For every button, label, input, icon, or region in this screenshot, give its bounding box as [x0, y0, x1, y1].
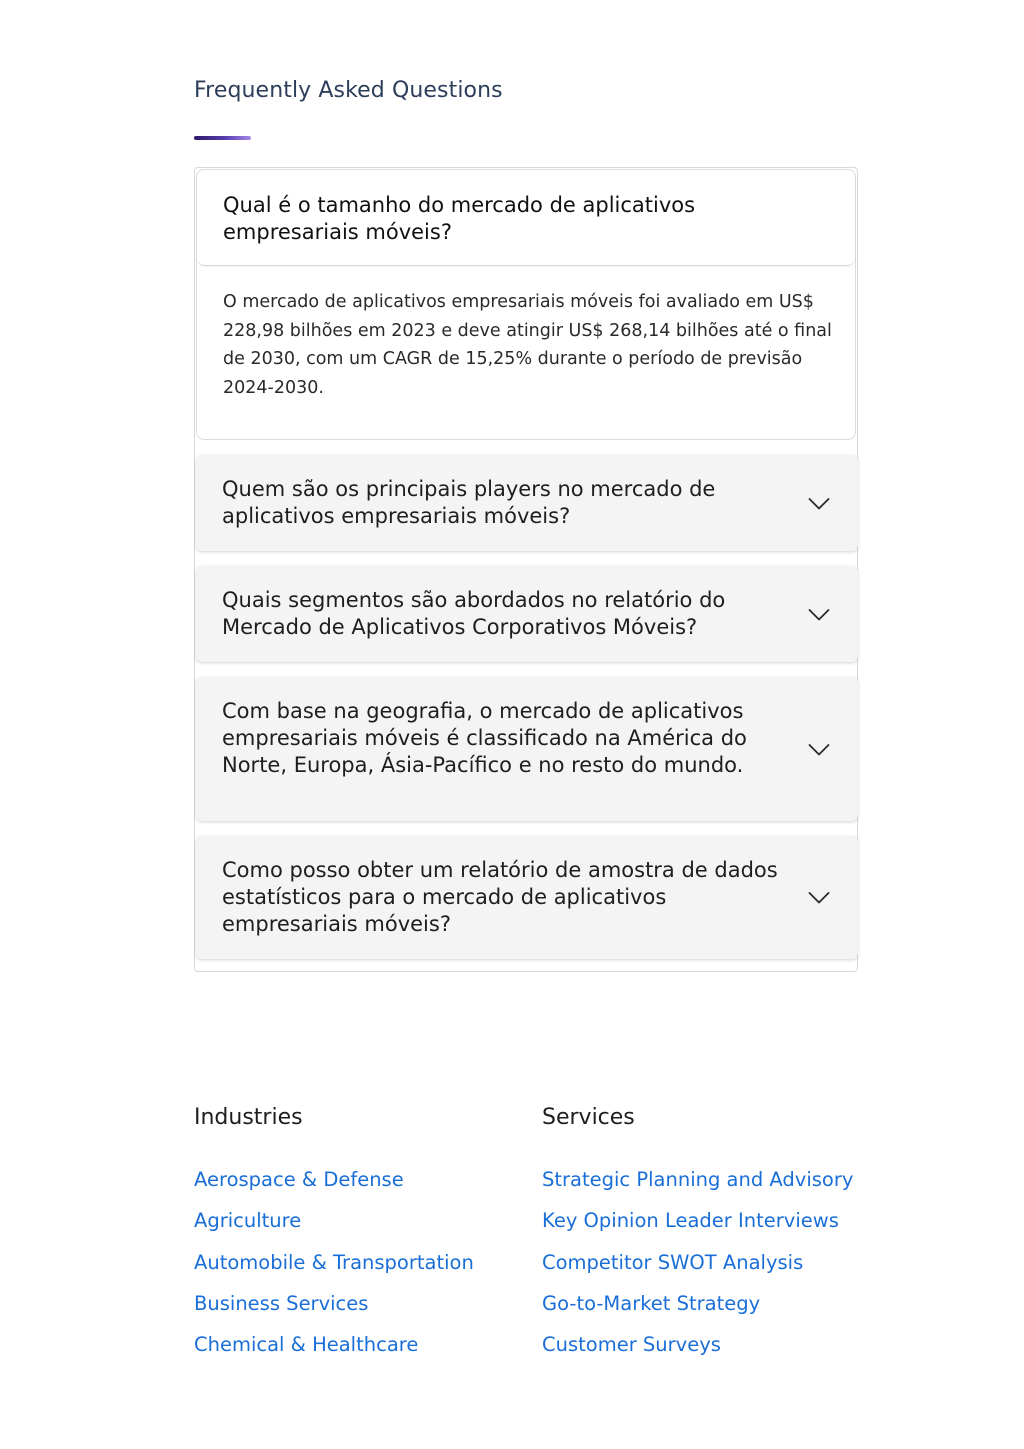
chevron-down-icon[interactable]: [808, 497, 830, 511]
faq-item-collapsed[interactable]: [196, 677, 858, 821]
industry-link[interactable]: Agriculture: [194, 1209, 302, 1233]
faq-item-collapsed[interactable]: [196, 455, 858, 551]
faq-question: Como posso obter um relatório de amostra de dados estatísticos para o mercado de aplicativos empresariais móveis?: [222, 858, 778, 936]
industry-link[interactable]: Automobile & Transportation: [194, 1250, 474, 1274]
faq-section-title: Frequently Asked Questions: [194, 78, 503, 103]
faq-question-header[interactable]: [197, 170, 855, 266]
chevron-down-icon[interactable]: [808, 891, 830, 905]
industries-heading: Industries: [194, 1105, 303, 1130]
industries-link-list: [194, 1166, 474, 1372]
faq-question: Com base na geografia, o mercado de aplicativos empresariais móveis é classificado na América do Norte, Europa, Ásia-Pacífico e no resto do mundo.: [222, 699, 747, 777]
services-heading: Services: [542, 1105, 635, 1130]
chevron-down-icon[interactable]: [808, 608, 830, 622]
service-link[interactable]: Strategic Planning and Advisory: [542, 1168, 854, 1191]
service-link[interactable]: Customer Surveys: [542, 1333, 721, 1357]
industry-link[interactable]: Business Services: [194, 1291, 369, 1315]
faq-accordion: [194, 167, 858, 972]
faq-item-expanded: [196, 169, 856, 440]
faq-question: Quais segmentos são abordados no relatório do Mercado de Aplicativos Corporativos Móveis?: [222, 588, 726, 639]
service-link[interactable]: Go-to-Market Strategy: [542, 1291, 761, 1315]
services-link-list: [542, 1166, 853, 1372]
faq-question: Qual é o tamanho do mercado de aplicativos empresariais móveis?: [223, 193, 696, 244]
faq-question: Quem são os principais players no mercado de aplicativos empresariais móveis?: [222, 477, 716, 528]
industry-link[interactable]: Aerospace & Defense: [194, 1168, 404, 1191]
chevron-down-icon[interactable]: [808, 743, 830, 757]
industry-link[interactable]: Chemical & Healthcare: [194, 1333, 419, 1357]
service-link[interactable]: Key Opinion Leader Interviews: [542, 1209, 839, 1233]
faq-item-collapsed[interactable]: [196, 566, 858, 662]
title-accent-bar: [194, 136, 251, 140]
faq-answer: O mercado de aplicativos empresariais móveis foi avaliado em US$ 228,98 bilhões em 2023 e deve atingir US$ 268,14 bilhões até o final de 2030, com um CAGR de 15,25% durante o período de previsão 2024-2030.: [223, 292, 832, 398]
service-link[interactable]: Competitor SWOT Analysis: [542, 1250, 804, 1274]
faq-item-collapsed[interactable]: [196, 836, 858, 959]
